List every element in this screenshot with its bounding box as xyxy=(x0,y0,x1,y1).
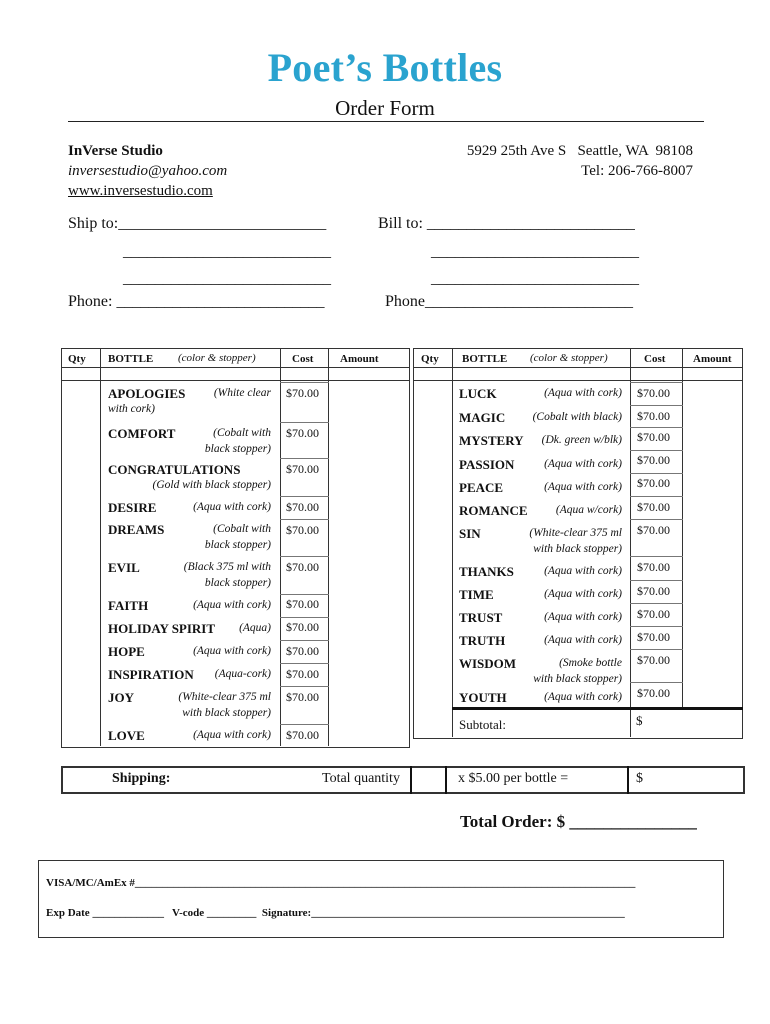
bottle-description: (Aqua) xyxy=(239,622,271,634)
bottle-description: (White-clear 375 ml xyxy=(529,527,622,539)
bottle-name: COMFORT xyxy=(108,426,176,441)
col-bottle: BOTTLE xyxy=(108,353,154,365)
bottle-description: (Cobalt with black) xyxy=(532,411,622,423)
bottle-price: $70.00 xyxy=(637,653,670,667)
bottle-name: PEACE xyxy=(459,480,504,495)
bottle-name: EVIL xyxy=(108,560,140,575)
page-title: Poet’s Bottles xyxy=(267,45,503,90)
divider xyxy=(68,121,704,122)
exp-vcode-signature-field[interactable]: Exp Date _____________ V-code _________ Signature:_________________________________________________________ xyxy=(46,907,625,919)
bottle-description: (Aqua with cork) xyxy=(193,645,271,657)
bottle-description-line2: black stopper) xyxy=(204,577,271,589)
bottle-description-line2: (Gold with black stopper) xyxy=(152,479,271,491)
bottle-name: DREAMS xyxy=(108,522,165,537)
bottle-name: PASSION xyxy=(459,457,515,472)
col-cost: Cost xyxy=(292,353,314,365)
qty-input[interactable] xyxy=(64,460,99,478)
bottle-description: (Aqua with cork) xyxy=(193,501,271,513)
bottle-description: (Aqua with cork) xyxy=(544,458,622,470)
bottle-price: $70.00 xyxy=(637,584,670,598)
qty-input[interactable] xyxy=(416,451,451,469)
qty-input[interactable] xyxy=(64,558,99,576)
subtotal-label: Subtotal: xyxy=(459,717,506,732)
bottle-price: $70.00 xyxy=(286,597,319,611)
qty-input[interactable] xyxy=(416,558,451,576)
bottle-name: LUCK xyxy=(459,386,497,401)
qty-input[interactable] xyxy=(416,684,451,702)
bill-to-line-1[interactable]: __________________________ xyxy=(431,243,639,260)
bottle-description-line2: with black stopper) xyxy=(533,543,622,555)
divider xyxy=(61,367,410,368)
bottle-price: $70.00 xyxy=(637,430,670,444)
shipping-label: Shipping: xyxy=(112,771,171,786)
qty-input[interactable] xyxy=(64,688,99,706)
bottle-description: (Aqua with cork) xyxy=(544,481,622,493)
bottle-name: SIN xyxy=(459,526,481,541)
qty-input[interactable] xyxy=(64,521,99,539)
bottle-description: (Aqua with cork) xyxy=(544,634,622,646)
divider xyxy=(445,766,447,794)
studio-phone: Tel: 206-766-8007 xyxy=(581,163,693,179)
bottle-price: $70.00 xyxy=(286,500,319,514)
bottle-price: $70.00 xyxy=(637,476,670,490)
qty-input[interactable] xyxy=(64,665,99,683)
bottle-name: HOLIDAY SPIRIT xyxy=(108,621,216,636)
bottle-name: JOY xyxy=(108,690,134,705)
divider xyxy=(280,663,329,664)
bottle-price: $70.00 xyxy=(637,386,670,400)
bottle-price: $70.00 xyxy=(637,630,670,644)
bottle-description: (Black 375 ml with xyxy=(183,561,271,573)
bottle-description-line2: black stopper) xyxy=(204,443,271,455)
total-quantity-label: Total quantity xyxy=(322,771,400,786)
divider xyxy=(630,649,683,650)
bottle-price: $70.00 xyxy=(286,667,319,681)
total-order[interactable]: Total Order: $ _______________ xyxy=(460,812,697,831)
col-bottle: BOTTLE xyxy=(462,353,508,365)
bottle-name: FAITH xyxy=(108,598,149,613)
divider xyxy=(682,348,683,708)
divider xyxy=(630,580,683,581)
bill-to-line-2[interactable]: __________________________ xyxy=(431,270,639,287)
bottle-price: $70.00 xyxy=(637,560,670,574)
divider xyxy=(280,640,329,641)
bottle-name: TIME xyxy=(459,587,494,602)
bottle-name: TRUST xyxy=(459,610,503,625)
col-qty: Qty xyxy=(421,353,439,365)
divider xyxy=(630,496,683,497)
bottle-price: $70.00 xyxy=(286,386,319,400)
bottle-name: MYSTERY xyxy=(459,433,524,448)
divider xyxy=(280,458,329,459)
divider xyxy=(630,473,683,474)
bottle-description: (Aqua with cork) xyxy=(193,729,271,741)
bottle-price: $70.00 xyxy=(286,620,319,634)
card-number-field[interactable]: VISA/MC/AmEx #___________________________________________________________________________________________ xyxy=(46,877,636,889)
bottle-price: $70.00 xyxy=(637,686,670,700)
bottle-description: (Aqua with cork) xyxy=(193,599,271,611)
divider xyxy=(280,686,329,687)
ship-phone-field[interactable]: Phone: __________________________ xyxy=(68,293,325,310)
divider xyxy=(280,617,329,618)
divider xyxy=(413,380,743,381)
studio-name: InVerse Studio xyxy=(68,143,163,159)
page-subtitle: Order Form xyxy=(335,96,435,120)
bottle-price: $70.00 xyxy=(286,426,319,440)
qty-input[interactable] xyxy=(416,605,451,623)
bottle-description-line2: with black stopper) xyxy=(182,707,271,719)
ship-to-field[interactable]: Ship to:__________________________ xyxy=(68,215,327,232)
divider xyxy=(280,594,329,595)
divider xyxy=(630,405,683,406)
divider xyxy=(452,348,453,737)
bottle-description: (Cobalt with xyxy=(213,427,271,439)
bill-phone-field[interactable]: Phone__________________________ xyxy=(385,293,633,310)
divider xyxy=(630,450,683,451)
subtotal-value[interactable]: $ xyxy=(636,713,643,728)
bottle-description: (Cobalt with xyxy=(213,523,271,535)
qty-input[interactable] xyxy=(416,474,451,492)
bottle-price: $70.00 xyxy=(286,462,319,476)
qty-input[interactable] xyxy=(64,424,99,442)
divider xyxy=(630,556,683,557)
bottle-description: (Dk. green w/blk) xyxy=(541,434,622,446)
bottle-price: $70.00 xyxy=(286,523,319,537)
bottle-name: APOLOGIES xyxy=(108,386,186,401)
qty-input[interactable] xyxy=(416,521,451,539)
bottle-price: $70.00 xyxy=(286,644,319,658)
shipping-value[interactable]: $ xyxy=(636,771,643,786)
bottle-description: (Aqua-cork) xyxy=(214,668,271,680)
bottle-price: $70.00 xyxy=(286,690,319,704)
divider xyxy=(280,422,329,423)
total-quantity-input[interactable] xyxy=(413,769,443,789)
qty-input[interactable] xyxy=(416,628,451,646)
bottle-price: $70.00 xyxy=(637,523,670,537)
bottle-name: TRUTH xyxy=(459,633,506,648)
qty-input[interactable] xyxy=(64,618,99,636)
bottle-description: (Aqua with cork) xyxy=(544,691,622,703)
bottle-description: (Smoke bottle xyxy=(559,657,622,669)
bottle-price: $70.00 xyxy=(286,560,319,574)
qty-input[interactable] xyxy=(416,384,451,402)
divider xyxy=(630,382,683,383)
divider xyxy=(280,496,329,497)
bottle-description-line2: with cork) xyxy=(108,403,155,415)
bottle-name: WISDOM xyxy=(459,656,517,671)
divider xyxy=(630,603,683,604)
qty-input[interactable] xyxy=(64,642,99,660)
qty-input[interactable] xyxy=(416,582,451,600)
bottle-price: $70.00 xyxy=(637,607,670,621)
col-color: (color & stopper) xyxy=(178,352,256,364)
bottle-description: (White clear xyxy=(213,387,271,399)
ship-to-line-2[interactable]: __________________________ xyxy=(123,270,331,287)
col-amount: Amount xyxy=(340,353,379,365)
divider xyxy=(630,427,683,428)
bottle-price: $70.00 xyxy=(286,728,319,742)
bottle-description: (Aqua w/cork) xyxy=(555,504,622,516)
bottle-name: ROMANCE xyxy=(459,503,528,518)
payment-box xyxy=(38,860,724,938)
bottle-name: THANKS xyxy=(459,564,514,579)
bottle-price: $70.00 xyxy=(637,409,670,423)
studio-email[interactable]: inversestudio@yahoo.com xyxy=(68,163,228,179)
divider xyxy=(630,519,683,520)
bottle-description-line2: with black stopper) xyxy=(533,673,622,685)
qty-input[interactable] xyxy=(416,428,451,446)
divider xyxy=(452,707,743,710)
divider xyxy=(627,766,629,794)
bill-to-field[interactable]: Bill to: __________________________ xyxy=(378,215,635,232)
bottle-name: DESIRE xyxy=(108,500,157,515)
divider xyxy=(630,626,683,627)
col-cost: Cost xyxy=(644,353,666,365)
divider xyxy=(280,724,329,725)
bottle-description: (Aqua with cork) xyxy=(544,387,622,399)
bottle-name: YOUTH xyxy=(459,690,507,705)
bottle-description-line2: black stopper) xyxy=(204,539,271,551)
bottle-name: HOPE xyxy=(108,644,145,659)
divider xyxy=(630,682,683,683)
studio-address: 5929 25th Ave S Seattle, WA 98108 xyxy=(466,143,693,159)
bottle-price: $70.00 xyxy=(637,500,670,514)
studio-website[interactable]: www.inversestudio.com xyxy=(68,183,213,199)
divider xyxy=(280,519,329,520)
bottle-description: (Aqua with cork) xyxy=(544,611,622,623)
col-qty: Qty xyxy=(68,353,86,365)
qty-input[interactable] xyxy=(416,651,451,669)
qty-input[interactable] xyxy=(64,595,99,613)
divider xyxy=(630,348,631,737)
bottle-description: (Aqua with cork) xyxy=(544,588,622,600)
divider xyxy=(280,382,329,383)
bottle-price: $70.00 xyxy=(637,453,670,467)
qty-input[interactable] xyxy=(64,384,99,402)
bottle-description: (Aqua with cork) xyxy=(544,565,622,577)
bottle-description: (White-clear 375 ml xyxy=(178,691,271,703)
bottle-name: INSPIRATION xyxy=(108,667,194,682)
bottle-name: MAGIC xyxy=(459,410,506,425)
divider xyxy=(413,367,743,368)
divider xyxy=(410,766,412,794)
col-color: (color & stopper) xyxy=(530,352,608,364)
divider xyxy=(61,380,410,381)
bottle-name: LOVE xyxy=(108,728,145,743)
divider xyxy=(100,348,101,746)
qty-input[interactable] xyxy=(64,726,99,744)
qty-input[interactable] xyxy=(416,498,451,516)
qty-input[interactable] xyxy=(64,498,99,516)
divider xyxy=(280,556,329,557)
qty-input[interactable] xyxy=(416,407,451,425)
ship-to-line-1[interactable]: __________________________ xyxy=(123,243,331,260)
col-amount: Amount xyxy=(693,353,732,365)
bottle-name: CONGRATULATIONS xyxy=(108,462,241,477)
per-bottle-label: x $5.00 per bottle = xyxy=(458,771,569,786)
